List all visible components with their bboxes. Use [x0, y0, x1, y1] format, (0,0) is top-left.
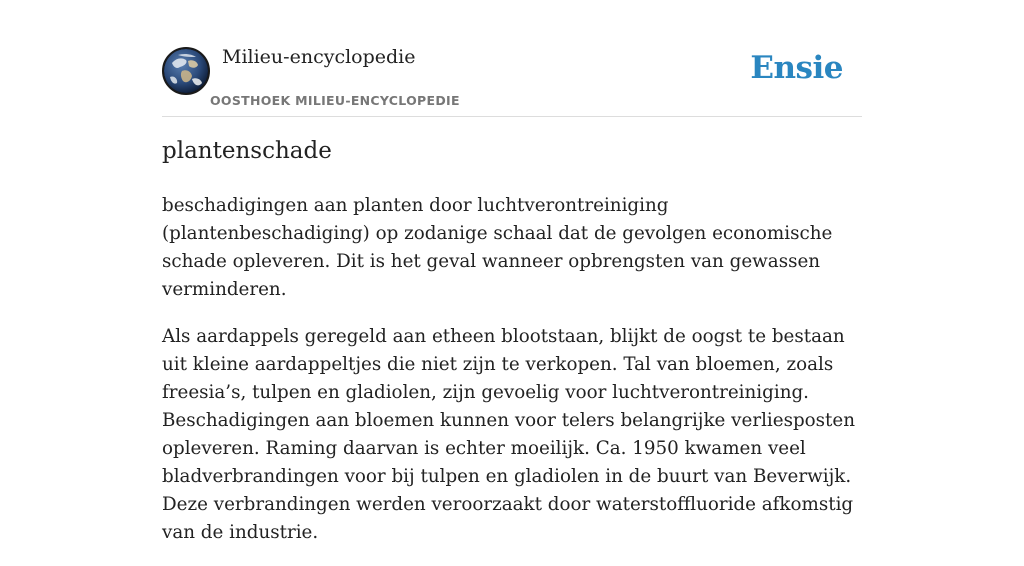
brand-logo[interactable]: Ensie [750, 50, 843, 86]
site-subtitle: OOSTHOEK MILIEU-ENCYCLOPEDIE [210, 93, 460, 108]
article-body [162, 192, 870, 566]
page-container [162, 0, 862, 543]
site-header [162, 0, 862, 117]
earth-globe-image [164, 49, 208, 93]
paragraph-definition: beschadigingen aan planten door luchtverontreiniging (plantenbeschadiging) op zodanige schaal dat de gevolgen economische schade opleveren. Dit is het geval wanneer opbrengsten van gewassen verminderen. [162, 195, 833, 300]
article-title: plantenschade [162, 138, 332, 164]
site-title[interactable]: Milieu-encyclopedie [222, 46, 416, 68]
earth-globe-icon[interactable] [162, 47, 210, 95]
paragraph-detail: Als aardappels geregeld aan etheen blootstaan, blijkt de oogst te bestaan uit kleine aardappeltjes die niet zijn te verkopen. Tal van bloemen, zoals freesia’s, tulpen en gladiolen, zijn gevoelig voor luchtverontreiniging. Beschadigingen aan bloemen kunnen voor telers belangrijke verliesposten opleveren. Raming daarvan is echter moeilijk. Ca. 1950 kwamen veel bladverbrandingen voor bij tulpen en gladiolen in de buurt van Beverwijk. Deze verbrandingen werden veroorzaakt door waterstoffluoride afkomstig van de industrie. [162, 326, 855, 543]
